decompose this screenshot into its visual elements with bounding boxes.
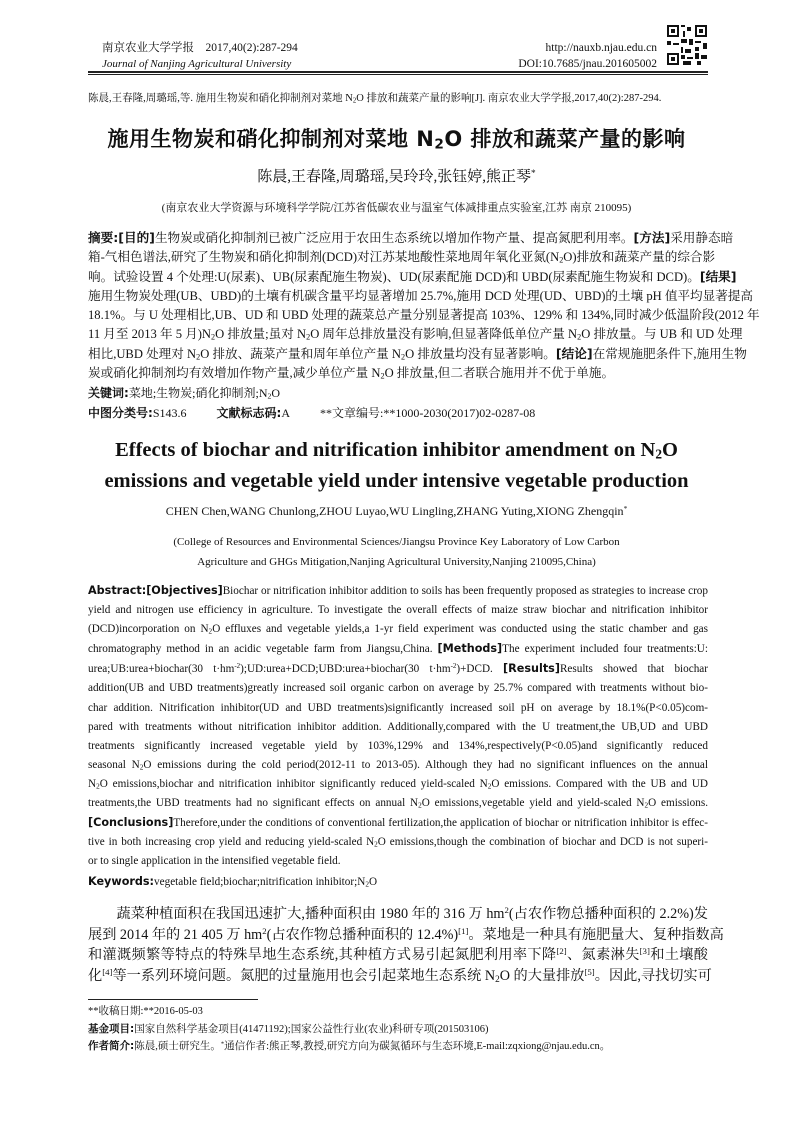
journal-url[interactable]: http://nauxb.njau.edu.cn bbox=[545, 42, 657, 54]
title-cn: 施用生物炭和硝化抑制剂对菜地 $N_2O$ 排放和蔬菜产量的影响 bbox=[107, 127, 686, 153]
text-line: $N_2O$ emissions,biochar and nitrification inhibitor significantly reduced yield-scaled $N_2O$ emissions. Compared with the UB and UD bbox=[88, 777, 708, 791]
footnote-received: **收稿日期:**2016-05-03 bbox=[88, 1006, 203, 1017]
text-line: tive in both increasing crop yield and reducing yield-scaled $N_2O$ emissions,though the combination of biochar and DCD is not superi- bbox=[88, 836, 708, 849]
article-number: **文章编号:**1000-2030(2017)02-0287-08 bbox=[319, 406, 536, 420]
citation-line: 陈晨,王春隆,周璐瑶,等. 施用生物炭和硝化抑制剂对菜地 $N_2O$ 排放和蔬菜产量的影响[J]. 南京农业大学学报,2017,40(2):287-294. bbox=[88, 93, 662, 105]
text-line: Abstract:[Objectives]Biochar or nitrification inhibitor addition to soils has been frequently proposed as strategies to increase crop bbox=[88, 584, 708, 597]
text-line: 和灌溉频繁等特点的特殊旱地生态系统,其种植方式易引起氮肥利用率下降[2]、氮素淋失[3]和土壤酸 bbox=[88, 946, 708, 964]
text-line: 炭或硝化抑制剂均有效增加作物产量,减少单位产量 $N_2O$ 排放量,但二者联合施用并不优于单施。 bbox=[88, 366, 615, 381]
authors-cn: 陈晨,王春隆,周璐瑶,吴玲玲,张钰婷,熊正琴* bbox=[257, 168, 536, 185]
text-line: 18.1%。与 U 处理相比,UB、UD 和 UBD 处理的蔬菜总产量分别显著提高 103%、129% 和 134%,同时减少低温阶段(2012 年 bbox=[88, 308, 760, 322]
title-en-line: emissions and vegetable yield under intensive vegetable production bbox=[104, 470, 689, 492]
text-line: (DCD)incorporation on $N_2O$ effluxes and vegetable yields,a 1-yr field experiment was conducted using the static chamber and gas bbox=[88, 623, 709, 636]
text-line: 摘要:[目的]生物炭或硝化抑制剂已被广泛应用于农田生态系统以增加作物产量、提高氮肥利用率。[方法]采用静态暗 bbox=[88, 230, 734, 245]
body-text bbox=[88, 904, 724, 986]
text-line: [Conclusions]Therefore,under the conditions of conventional fertilization,the application of biochar or nitrification inhibitor is effec- bbox=[88, 816, 708, 830]
text-line: 蔬菜种植面积在我国迅速扩大,播种面积由 1980 年的 316 万 $hm^2$(占农作物总播种面积的 2.2%)发 bbox=[88, 905, 708, 922]
journal-header bbox=[102, 40, 298, 72]
text-line: seasonal $N_2O$ emissions during the cold period(2012-11 to 2013-05). Although they had no significant influences on the annual bbox=[88, 758, 708, 772]
footnote-divider bbox=[88, 999, 258, 1000]
clc-number: 中图分类号:S143.6 bbox=[88, 406, 187, 420]
keywords-cn: 关键词:菜地;生物炭;硝化抑制剂$;N_2O$ bbox=[88, 386, 281, 401]
text-line: treatments,the UBD treatments had no significant effects on annual $N_2O$ emissions,vegetable yield and yield-scaled $N_2O$ emissions. bbox=[88, 797, 708, 810]
affiliation-en bbox=[0, 532, 793, 572]
doi[interactable]: DOI:10.7685/jnau.201605002 bbox=[518, 58, 657, 70]
abstract-cn bbox=[88, 228, 760, 383]
text-line: addition(UB and UBD treatments)greatly increased soil organic carbon on average by 25.7% compared with treatments without bio- bbox=[88, 682, 708, 695]
footnotes bbox=[88, 1004, 728, 1056]
footnote-author-info: 作者简介:陈晨,硕士研究生。*通信作者:熊正琴,教授,研究方向为碳氮循环与生态环境,E-mail:zqxiong@njau.edu.cn。 bbox=[88, 1040, 611, 1052]
text-line: yield and nitrogen use efficiency in agriculture. To investigate the overall effects of maize straw biochar and nitrification inhibitor bbox=[88, 604, 708, 617]
keywords-en: Keywords:vegetable field;biochar;nitrification $inhibitor;N_2O$ bbox=[88, 875, 378, 889]
header-divider bbox=[88, 71, 708, 73]
journal-name-en: Journal of Nanjing Agricultural University bbox=[102, 58, 292, 70]
text-line: urea;UB:urea+biochar(30 $t\cdot hm^{-2});UD:urea+DCD;UBD:urea+biochar(30$ $t\cdot hm^{-2})+DCD$. [Results]Results showed that biochar bbox=[88, 662, 708, 676]
journal-name-cn: 南京农业大学学报 2017,40(2):287-294 bbox=[102, 42, 298, 54]
text-line: 相比,UBD 处理对 $N_2O$ 排放、蔬菜产量和周年单位产量 $N_2O$ 排放量均没有显著影响。[结论]在常规施肥条件下,施用生物 bbox=[88, 346, 747, 362]
text-line: char addition. Nitrification inhibitor(UD and UBD treatments)significantly increased soil pH on average by 18.1%(P<0.05)com- bbox=[88, 701, 708, 714]
text-line: 化[4]等一系列环境问题。氮肥的过量施用也会引起菜地生态系统 $N_2O$ 的大量排放[5]。因此,寻找切实可 bbox=[88, 966, 712, 984]
affiliation-en-line: (College of Resources and Environmental Sciences/Jiangsu Province Key Laboratory of Low Carbon bbox=[173, 536, 620, 548]
text-line: 箱-气相色谱法,研究了生物炭和硝化抑制剂(DCD)对江苏某地酸性菜地周年氧化亚氮$(N_2O)$排放和蔬菜产量的综合影 bbox=[88, 250, 716, 265]
abstract-en bbox=[88, 581, 708, 871]
text-line: or to single application in the intensified vegetable field. bbox=[88, 855, 341, 868]
text-line: 施用生物炭处理(UB、UBD)的土壤有机碳含量平均显著增加 25.7%,施用 DCD 处理(UD、UBD)的土壤 pH 值平均显著提高 bbox=[88, 289, 754, 303]
classification-line bbox=[88, 404, 708, 423]
text-line: 11 月至 2013 年 5 月)$N_2O$ 排放量;虽对 $N_2O$ 周年总排放量没有影响,但显著降低单位产量 $N_2O$ 排放量。与 UB 和 UD 处理 bbox=[88, 327, 743, 342]
qr-code-icon bbox=[667, 25, 707, 65]
authors-en: CHEN Chen,WANG Chunlong,ZHOU Luyao,WU Lingling,ZHANG Yuting,XIONG Zhengqin* bbox=[165, 503, 628, 518]
title-en-line: Effects of biochar and nitrification inhibitor amendment on $N_2O$ bbox=[115, 439, 678, 462]
text-line: chromatography method in an acidic vegetable farm from Jiangsu,China. [Methods]The experiment included four treatments:U: bbox=[88, 642, 708, 656]
text-line: pared with treatments without nitrification inhibitor addition. Additionally,compared with the U treatment,the UB,UD and UBD bbox=[88, 720, 708, 733]
footnote-funding: 基金项目:国家自然科学基金项目(41471192);国家公益性行业(农业)科研专项(201503106) bbox=[88, 1022, 489, 1035]
text-line: 展到 2014 年的 21 405 万 $hm^2$(占农作物总播种面积的 12.4%)[1]。菜地是一种具有施肥量大、复种指数高 bbox=[88, 925, 724, 943]
journal-links bbox=[518, 40, 657, 72]
affiliation-en-line: Agriculture and GHGs Mitigation,Nanjing Agricultural University,Nanjing 210095,China) bbox=[197, 556, 596, 568]
abstract-cn-block bbox=[88, 228, 760, 423]
header-divider-thin bbox=[88, 74, 708, 75]
text-line: 响。试验设置 4 个处理:U(尿素)、UB(尿素配施生物炭)、UD(尿素配施 DCD)和 UBD(尿素配施生物炭和 DCD)。[结果] bbox=[88, 269, 737, 284]
affiliation-cn: (南京农业大学资源与环境科学学院/江苏省低碳农业与温室气体减排重点实验室,江苏 南京 210095) bbox=[161, 202, 632, 214]
title-en bbox=[0, 435, 793, 497]
document-code: 文献标志码:A bbox=[216, 406, 290, 420]
abstract-en-block bbox=[88, 581, 708, 893]
text-line: treatments significantly increased vegetable yield by 103%,129% and 134%,respectively(P<0.05)and significantly reduced bbox=[88, 739, 708, 752]
